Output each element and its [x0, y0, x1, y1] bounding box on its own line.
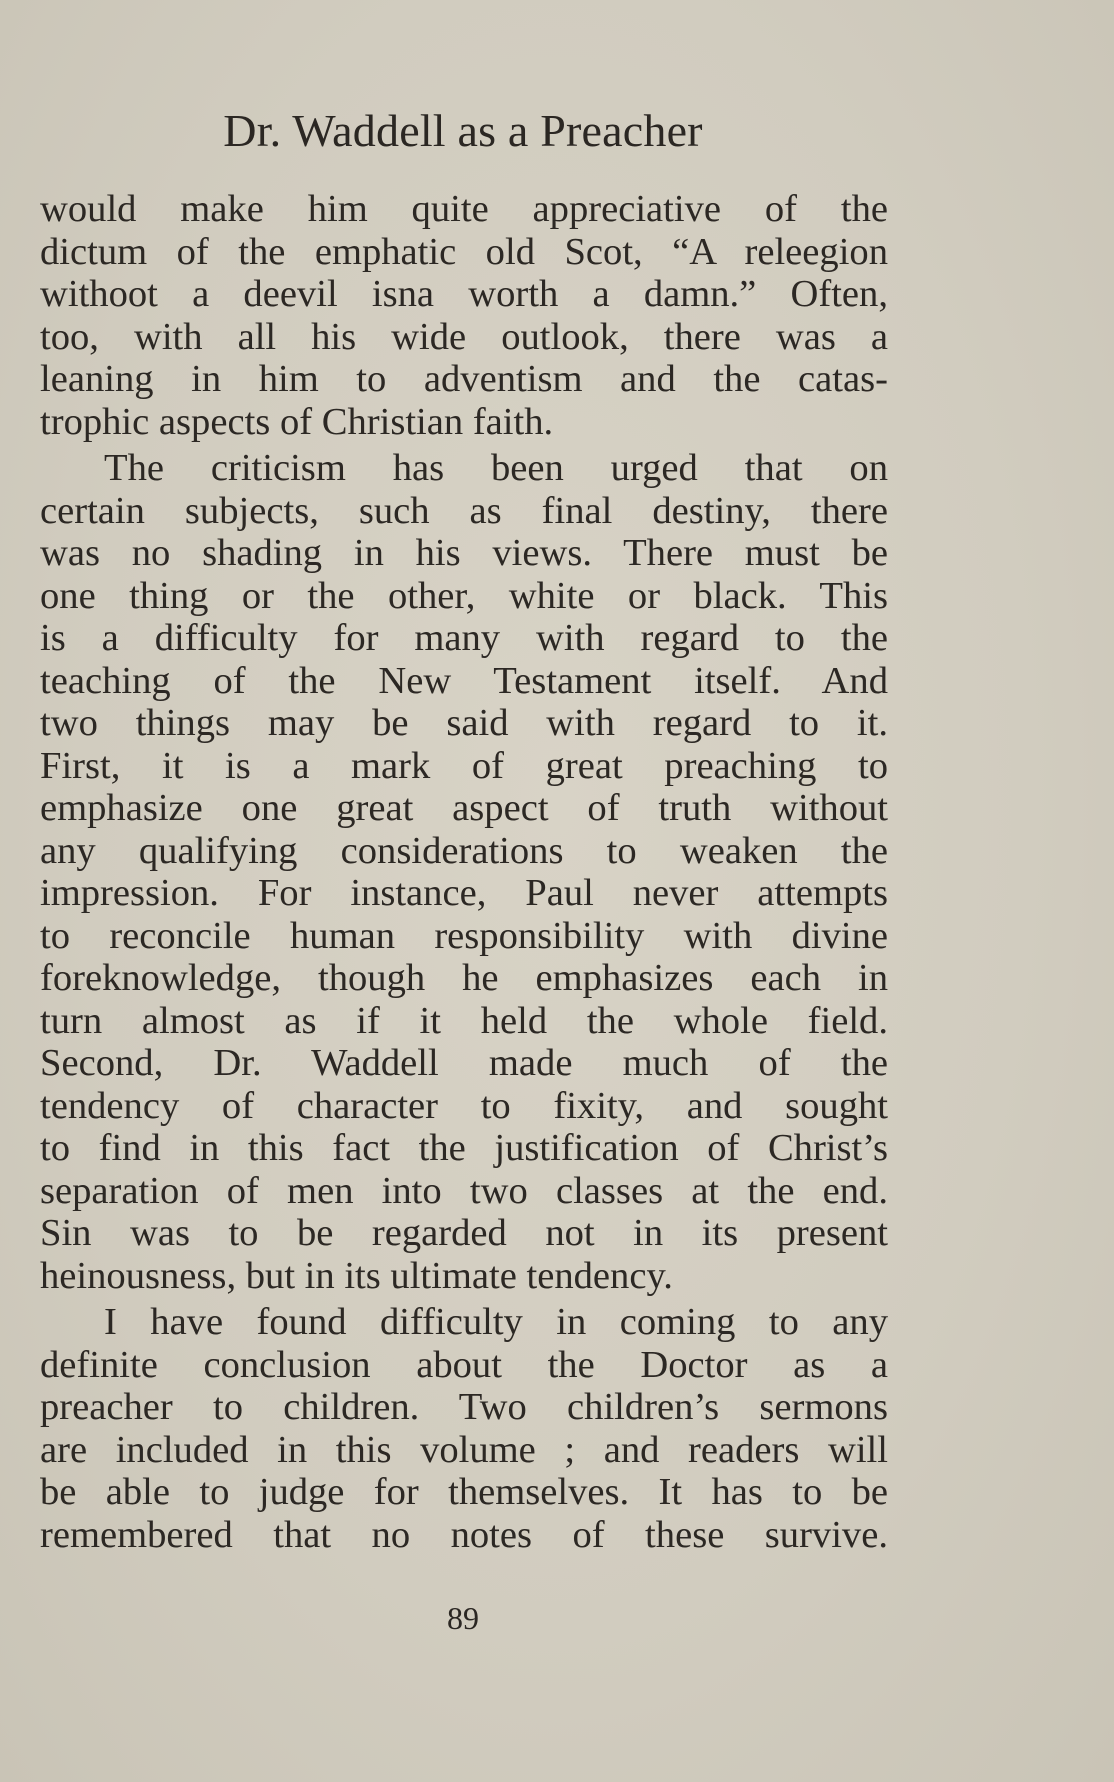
text-line: too, with all his wide outlook, there was a: [40, 315, 888, 358]
running-head: Dr. Waddell as a Preacher: [223, 105, 703, 156]
body-text: [40, 188, 888, 1556]
text-line: definite conclusion about the Doctor as a: [40, 1343, 888, 1386]
text-line: withoot a deevil isna worth a damn.” Often,: [40, 273, 888, 315]
text-line: Sin was to be regarded not in its present: [40, 1212, 888, 1254]
page-number: 89: [447, 1600, 479, 1636]
text-line: heinousness, but in its ultimate tendency.: [40, 1254, 673, 1297]
text-line: I have found difficulty in coming to any: [104, 1301, 888, 1343]
text-line: one thing or the other, white or black. This: [40, 574, 888, 617]
text-line: to reconcile human responsibility with divine: [40, 914, 888, 957]
text-line: certain subjects, such as final destiny, there: [40, 489, 888, 532]
text-line: was no shading in his views. There must be: [40, 532, 888, 574]
text-line: turn almost as if it held the whole field.: [40, 999, 888, 1042]
text-line: The criticism has been urged that on: [104, 447, 888, 489]
text-line: remembered that no notes of these survive.: [40, 1513, 888, 1556]
text-line: two things may be said with regard to it.: [40, 702, 888, 744]
text-line: to find in this fact the justification of Christ’s: [40, 1127, 888, 1169]
text-line: are included in this volume ; and readers will: [40, 1428, 888, 1471]
text-line: tendency of character to fixity, and sought: [40, 1084, 888, 1127]
text-line: is a difficulty for many with regard to the: [40, 617, 888, 659]
text-line: impression. For instance, Paul never attempts: [40, 872, 888, 914]
text-line: First, it is a mark of great preaching to: [40, 744, 888, 787]
text-line: teaching of the New Testament itself. And: [40, 659, 888, 702]
text-line: preacher to children. Two children’s sermons: [40, 1386, 888, 1428]
text-line: separation of men into two classes at the end.: [40, 1169, 888, 1212]
text-line: foreknowledge, though he emphasizes each in: [40, 957, 888, 999]
text-line: be able to judge for themselves. It has to be: [40, 1471, 888, 1513]
text-line: any qualifying considerations to weaken the: [40, 829, 888, 872]
text-line: leaning in him to adventism and the catas-: [40, 358, 888, 400]
text-line: Second, Dr. Waddell made much of the: [40, 1042, 888, 1084]
text-line: dictum of the emphatic old Scot, “A releegion: [40, 230, 888, 273]
text-line: trophic aspects of Christian faith.: [40, 400, 554, 443]
text-line: emphasize one great aspect of truth without: [40, 787, 888, 829]
text-line: would make him quite appreciative of the: [40, 188, 888, 230]
